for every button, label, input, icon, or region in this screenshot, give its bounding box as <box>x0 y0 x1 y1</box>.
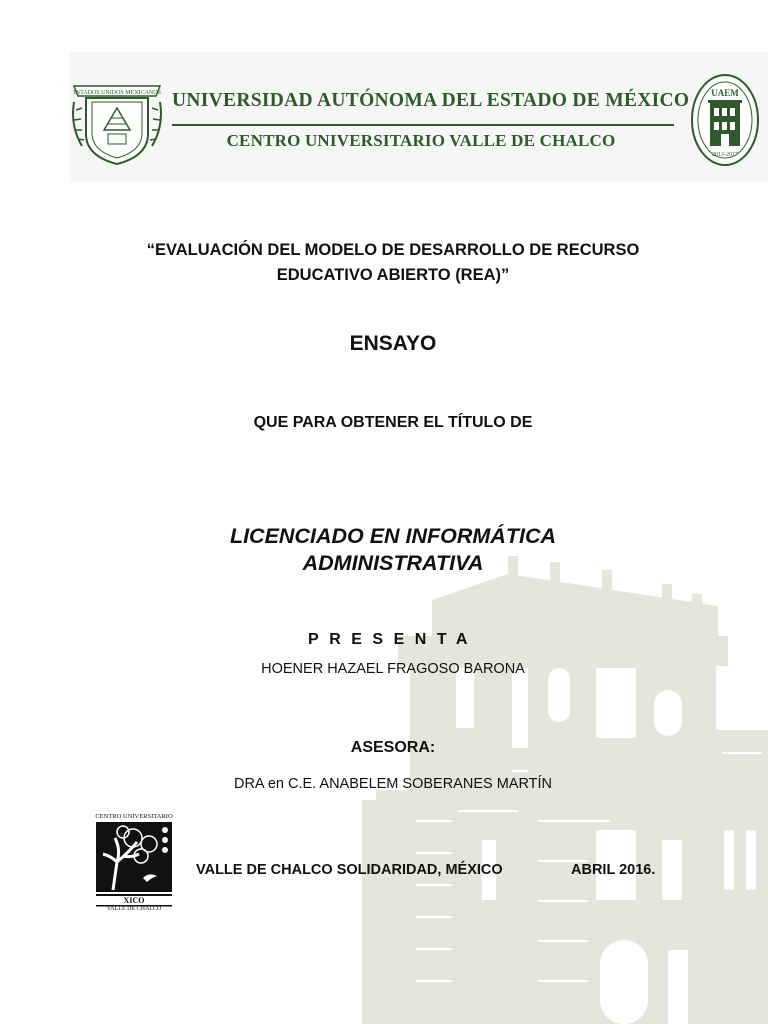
coat-of-arms-seal <box>68 76 166 166</box>
cu-logo-bottom-text: VALLE DE CHALCO <box>106 906 162 912</box>
cu-logo-top-text: CENTRO UNIVERSITARIO <box>95 813 173 820</box>
header-banner <box>70 52 768 182</box>
essay-title-line1: “EVALUACIÓN DEL MODELO DE DESARROLLO DE RECURSO <box>146 241 640 259</box>
advisor-name: DRA en C.E. ANABELEM SOBERANES MARTÍN <box>233 776 553 792</box>
header-divider <box>172 124 674 126</box>
document-type: ENSAYO <box>349 332 437 355</box>
uaem-seal-text: UAEM <box>711 88 739 98</box>
author-name: HOENER HAZAEL FRAGOSO BARONA <box>261 661 525 677</box>
degree-line2: ADMINISTRATIVA <box>302 551 484 575</box>
presenta-label: PRESENTA <box>308 631 478 648</box>
essay-title <box>0 238 768 288</box>
essay-title-line2: EDUCATIVO ABIERTO (REA)” <box>276 266 510 284</box>
seal-banner-text: ESTADOS UNIDOS MEXICANOS <box>73 90 161 96</box>
uaem-seal <box>690 72 760 168</box>
advisor-label: ASESORA: <box>350 739 436 756</box>
uaem-seal-years: 2013-2017 <box>712 152 738 158</box>
purpose-statement: QUE PARA OBTENER EL TÍTULO DE <box>253 414 533 431</box>
university-name: UNIVERSIDAD AUTÓNOMA DEL ESTADO DE MÉXICO <box>172 90 690 111</box>
location: VALLE DE CHALCO SOLIDARIDAD, MÉXICO <box>196 862 503 878</box>
campus-name: CENTRO UNIVERSITARIO VALLE DE CHALCO <box>226 131 616 150</box>
date: ABRIL 2016. <box>571 862 656 878</box>
degree-line1: LICENCIADO EN INFORMÁTICA <box>229 524 557 548</box>
cu-logo-middle-text: XICO <box>123 896 145 905</box>
degree-title <box>0 523 768 577</box>
